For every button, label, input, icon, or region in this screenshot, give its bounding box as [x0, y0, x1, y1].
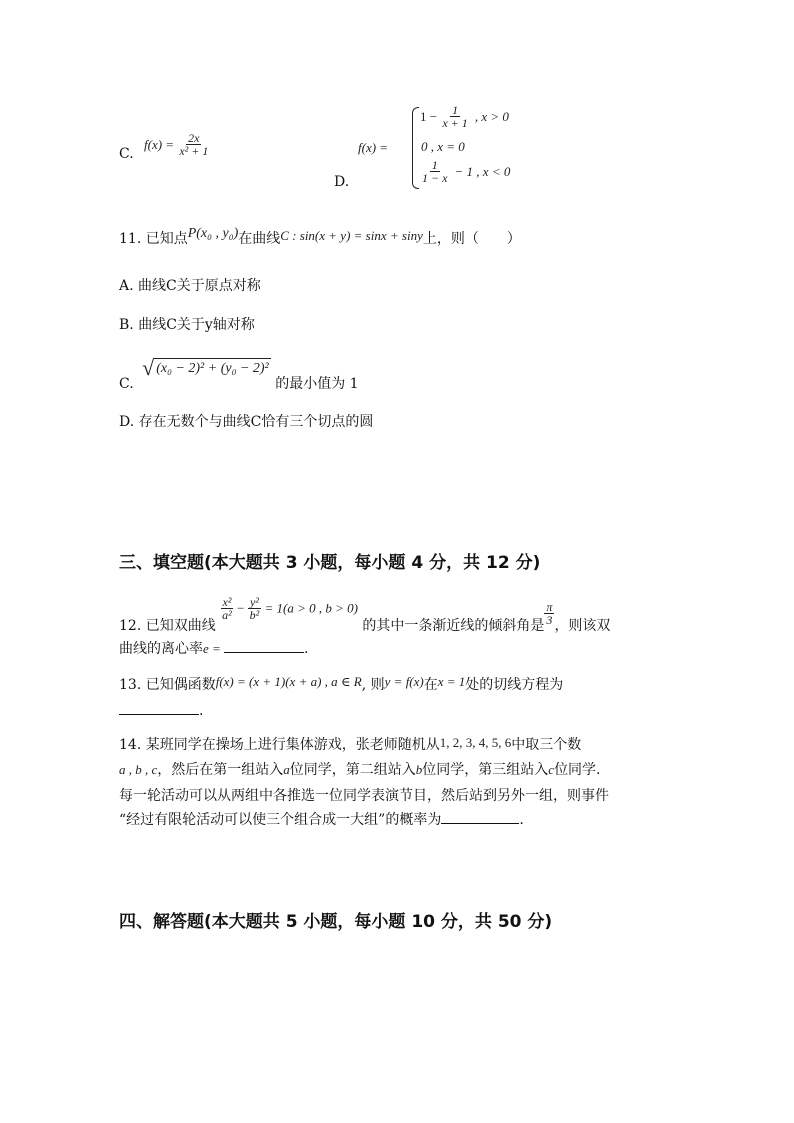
q14-line2-a: ，然后在第一组站入 — [157, 762, 284, 778]
q14-vars: a , b , c — [119, 762, 158, 777]
q11-stem-pre: 11. 已知点 — [119, 231, 188, 247]
q14-var-c: c — [548, 762, 555, 777]
q12-condition: = 1(a > 0 , b > 0) — [261, 600, 358, 616]
radical-sign-icon: √ — [142, 355, 155, 380]
q13-mid: , 则 — [361, 677, 385, 693]
q12-answer-blank[interactable] — [224, 638, 304, 653]
q13-answer-blank[interactable] — [119, 700, 199, 715]
q10-d-piecewise-brace — [412, 107, 419, 189]
q11-curve: C : sin(x + y) = sinx + siny — [280, 228, 423, 243]
q11-option-d: D. 存在无数个与曲线C恰有三个切点的圆 — [119, 414, 374, 430]
q11-option-b: B. 曲线C关于y轴对称 — [119, 317, 255, 333]
q14-line1-post: 中取三个数 — [511, 737, 582, 753]
q14-line-2 — [119, 759, 601, 779]
q12-frac-y — [248, 596, 262, 621]
q10-d-case3-fraction — [420, 159, 449, 184]
q14-var-b: b — [415, 762, 423, 777]
q13-pre: 13. 已知偶函数 — [119, 677, 216, 693]
q13-line-2 — [119, 700, 203, 719]
q10-option-c-label: C. — [119, 146, 134, 162]
q10-c-denominator: x² + 1 — [179, 144, 209, 158]
q12-minus: − — [233, 600, 248, 616]
q14-var-a: a — [283, 762, 290, 777]
q10-d-case1-den: x + 1 — [442, 116, 468, 130]
q11-sqrt-radical — [142, 352, 271, 378]
q14-line2-b: 位同学，第二组站入 — [289, 762, 416, 778]
q10-d-case3-den: 1 − x — [422, 171, 448, 185]
q10-d-case-1 — [420, 104, 509, 129]
q12-frac1-num: x² — [222, 595, 232, 609]
q14-line4-end: . — [519, 812, 524, 828]
q12-angle-num: π — [546, 600, 553, 614]
q12-frac1-den: a² — [222, 608, 232, 622]
q11-option-c-post: 的最小值为 1 — [275, 376, 359, 392]
q12-line2-pre: 曲线的离心率 — [119, 641, 203, 657]
q13-line-1 — [119, 674, 563, 694]
q10-d-case1-num: 1 — [452, 103, 459, 117]
q14-line1-pre: 14. 某班同学在操场上进行集体游戏，张老师随机从 — [119, 737, 440, 753]
q14-line2-end: 位同学. — [554, 762, 601, 778]
q13-post: 处的切线方程为 — [465, 677, 564, 693]
q11-stem — [119, 228, 521, 248]
q14-line-4 — [119, 809, 524, 829]
q12-frac2-den: b² — [249, 608, 260, 622]
q10-option-d-lhs: f(x) = — [358, 140, 389, 155]
q14-line-3: 每一轮活动可以从两组中各推选一位同学表演节目，然后站到另外一组，则事件 — [119, 788, 609, 804]
q13-curve: y = f(x) — [384, 674, 424, 689]
q10-c-fraction — [177, 132, 210, 157]
q13-function: f(x) = (x + 1)(x + a) , a ∈ R — [215, 674, 362, 689]
q12-eccentricity-var: e = — [203, 641, 225, 656]
q13-mid2: 在 — [423, 677, 438, 693]
q10-option-c-formula — [144, 132, 210, 157]
q11-option-a: A. 曲线C关于原点对称 — [119, 278, 261, 294]
q12-post: ，则该双 — [554, 617, 611, 634]
q12-angle-den: 3 — [546, 613, 553, 627]
q11-stem-mid: 在曲线 — [238, 231, 281, 247]
q11-option-c-expr: (x₀ − 2)² + (y₀ − 2)² — [154, 358, 271, 376]
q14-number-set: 1, 2, 3, 4, 5, 6 — [439, 735, 512, 750]
q12-frac2-num: y² — [249, 595, 259, 609]
q10-d-case1-cond: , x > 0 — [474, 109, 509, 124]
q10-c-lhs: f(x) = — [144, 137, 178, 152]
section-4-title: 四、解答题(本大题共 5 小题，每小题 10 分，共 50 分) — [119, 912, 553, 932]
q12-angle — [544, 601, 554, 626]
q12-line-2 — [119, 638, 309, 658]
q12-mid: 的其中一条渐近线的倾斜角是 — [362, 617, 545, 634]
q10-d-case3-num: 1 — [431, 158, 438, 172]
q14-line-1 — [119, 734, 581, 754]
q11-stem-post: 上，则（ ） — [422, 231, 521, 247]
q14-line4-pre: “经过有限轮活动可以使三个组合成一大组”的概率为 — [119, 812, 442, 828]
section-3-title: 三、填空题(本大题共 3 小题，每小题 4 分，共 12 分) — [119, 553, 541, 573]
q10-d-case3-post: − 1 , x < 0 — [454, 164, 511, 179]
q11-point: P(x₀ , y₀) — [187, 226, 239, 241]
q10-d-case1-pre: 1 − — [420, 109, 441, 124]
q14-line2-c: 位同学，第三组站入 — [422, 762, 549, 778]
q11-option-c-label: C. — [119, 376, 134, 392]
q14-answer-blank[interactable] — [441, 809, 519, 824]
q13-end: . — [199, 703, 204, 719]
q13-point: x = 1 — [437, 674, 466, 689]
q10-d-case-2: 0 , x = 0 — [421, 139, 465, 154]
q12-line2-end: . — [304, 641, 309, 657]
q12-frac-x — [220, 596, 234, 621]
q10-c-numerator: 2x — [188, 131, 200, 145]
q11-option-c — [119, 352, 359, 392]
q12-line-1 — [119, 595, 611, 634]
q10-d-case1-fraction — [440, 104, 469, 129]
q12-pre: 12. 已知双曲线 — [119, 617, 216, 634]
q10-d-case-3 — [420, 159, 510, 184]
q10-option-d-label: D. — [334, 174, 350, 190]
